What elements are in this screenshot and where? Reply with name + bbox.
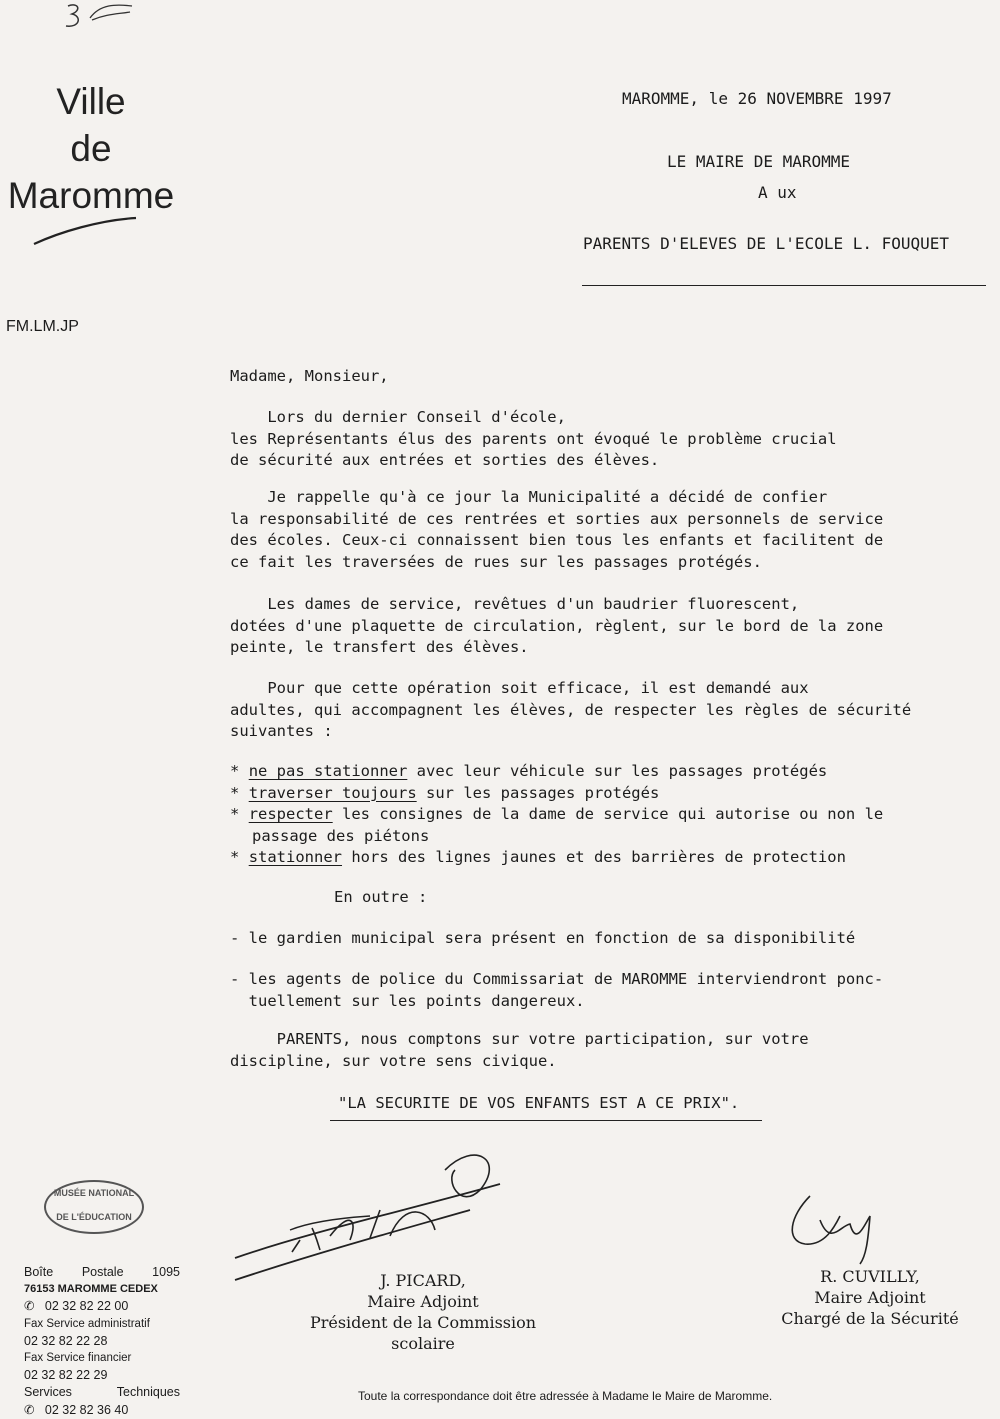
- correspondence-notice: Toute la correspondance doit être adressée à Madame le Maire de Maromme.: [358, 1389, 773, 1403]
- rule-item: * stationner hors des lignes jaunes et des barrières de protection: [230, 848, 846, 866]
- museum-stamp: [44, 1180, 144, 1234]
- fax-admin: 02 32 82 22 28: [24, 1333, 108, 1348]
- rule-item: passage des piétons: [252, 826, 430, 845]
- to-label: A ux: [758, 183, 797, 202]
- city-line-3: Maromme: [7, 175, 175, 216]
- phone-row: ✆ 02 32 82 22 00: [24, 1299, 129, 1314]
- signatory-right-title: Maire Adjoint: [814, 1288, 926, 1307]
- city-line-1: Ville: [56, 81, 126, 122]
- item-1: - le gardien municipal sera présent en fonction de sa disponibilité: [230, 929, 856, 947]
- rule-item: * ne pas stationner avec leur véhicule sur les passages protégés: [230, 762, 828, 780]
- place-date: MAROMME, le 26 NOVEMBRE 1997: [622, 89, 892, 108]
- signature-cuvilly: [780, 1186, 880, 1266]
- recipient: PARENTS D'ELEVES DE L'ECOLE L. FOUQUET: [583, 234, 950, 253]
- paragraph-4: Pour que cette opération soit efficace, il est demandé aux adultes, qui accompagnent les élèves, de respecter les règles de sécurité suivantes :: [230, 679, 912, 740]
- fax-admin-label: Fax Service administratif: [24, 1317, 150, 1330]
- signatory-right: [750, 1266, 990, 1329]
- signature-picard: [230, 1140, 510, 1290]
- signatory-right-name: R. CUVILLY,: [820, 1267, 920, 1286]
- signatory-left-title: Maire Adjoint: [367, 1292, 479, 1311]
- tech-row: Services Techniques: [24, 1385, 180, 1400]
- address-block: [24, 1264, 180, 1419]
- postal-box-row: Boîte Postale 1095: [24, 1265, 180, 1279]
- paragraph-1: Lors du dernier Conseil d'école, les Représentants élus des parents ont évoqué le problème crucial de sécurité aux entrées et sorties des élèves.: [230, 408, 837, 469]
- phone-icon: ✆: [24, 1299, 35, 1314]
- stamp-line-2: DE L'ÉDUCATION: [56, 1212, 132, 1222]
- phone-icon: ✆: [24, 1402, 35, 1417]
- city-name: [0, 78, 182, 219]
- stamp-line-1: MUSÉE NATIONAL: [53, 1188, 135, 1198]
- header-rule: [582, 285, 986, 286]
- signatory-left-title: scolaire: [391, 1334, 455, 1353]
- closing: PARENTS, nous comptons sur votre participation, sur votre discipline, sur votre sens civique.: [230, 1030, 809, 1070]
- letterhead-swash: [30, 214, 140, 248]
- paragraph-3: Les dames de service, revêtues d'un baudrier fluorescent, dotées d'une plaquette de circulation, règlent, sur le bord de la zone peinte, le transfert des élèves.: [230, 595, 884, 656]
- reference: FM.LM.JP: [6, 318, 79, 335]
- fax-fin: 02 32 82 22 29: [24, 1368, 108, 1383]
- sender: LE MAIRE DE MAROMME: [667, 152, 851, 171]
- tech-phone-row: ✆ 02 32 82 36 40: [24, 1402, 129, 1417]
- signatory-left: [268, 1270, 578, 1354]
- en-outre: En outre :: [334, 888, 428, 906]
- item-2: - les agents de police du Commissariat de MAROMME interviendront ponc- tuellement sur les points dangereux.: [230, 970, 884, 1010]
- slogan: "LA SECURITE DE VOS ENFANTS EST A CE PRIX".: [338, 1094, 740, 1112]
- fax-fin-label: Fax Service financier: [24, 1352, 132, 1365]
- signatory-left-name: J. PICARD,: [380, 1271, 466, 1290]
- slogan-rule: [330, 1120, 762, 1121]
- cedex: 76153 MAROMME CEDEX: [24, 1283, 158, 1296]
- city-line-2: de: [70, 128, 112, 169]
- signatory-left-title: Président de la Commission: [309, 1313, 537, 1332]
- salutation: Madame, Monsieur,: [230, 367, 389, 385]
- paragraph-2: Je rappelle qu'à ce jour la Municipalité a décidé de confier la responsabilité de ces rentrées et sorties aux personnels de service des écoles. Ceux-ci connaissent bien tous les enfants et facilitent de ce fait les traversées de rues sur les passages protégés.: [230, 488, 884, 571]
- rules-list: [230, 761, 883, 869]
- rule-item: * respecter les consignes de la dame de service qui autorise ou non le: [230, 805, 884, 823]
- signatory-right-title: Chargé de la Sécurité: [781, 1309, 959, 1328]
- handwritten-mark: [60, 0, 140, 34]
- rule-item: * traverser toujours sur les passages protégés: [230, 783, 660, 802]
